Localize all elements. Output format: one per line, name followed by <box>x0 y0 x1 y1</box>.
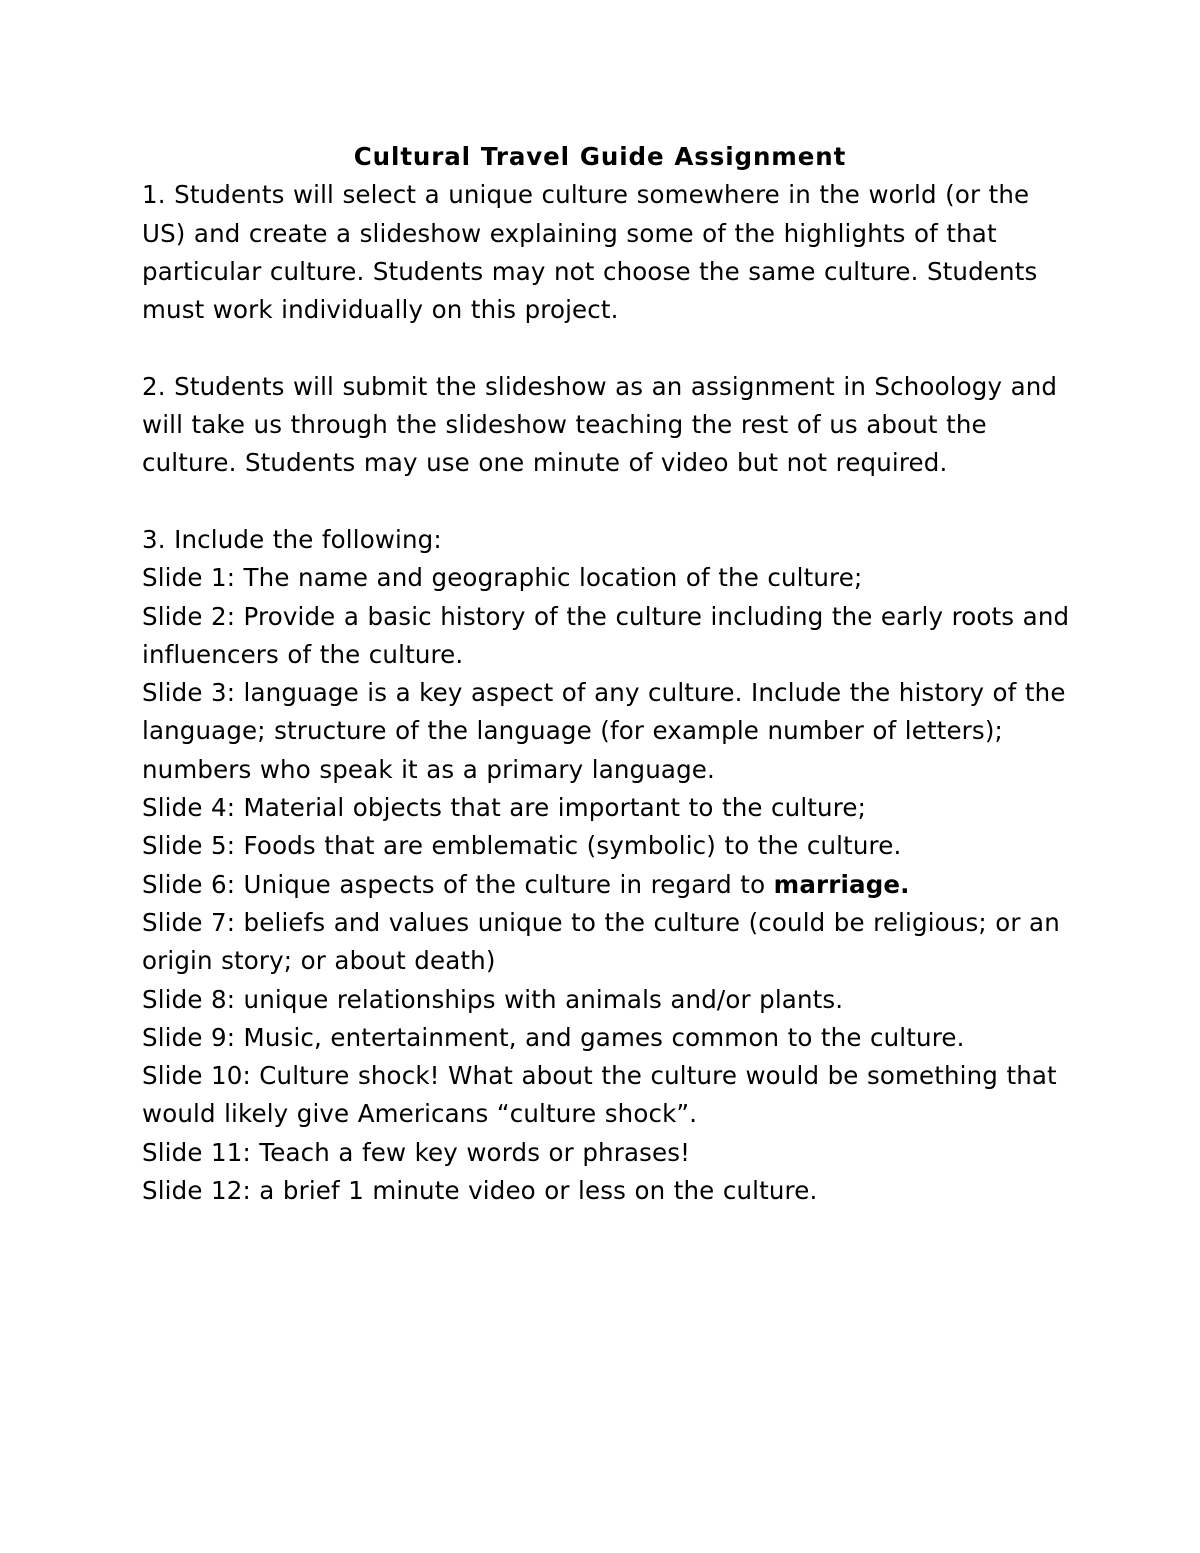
paragraph-1: 1. Students will select a unique culture somewhere in the world (or the US) and create a slideshow explaining some of the highlights of that particular culture. Students may not choose the same culture. Students must work individually on this project. <box>142 180 1038 325</box>
document-page <box>142 138 1072 1210</box>
slide-item-12: Slide 12: a brief 1 minute video or less on the culture. <box>142 1176 818 1206</box>
slide-item-4: Slide 4: Material objects that are important to the culture; <box>142 793 867 823</box>
slide-item-10: Slide 10: Culture shock! What about the culture would be something that would likely give Americans “culture shock”. <box>142 1061 1057 1129</box>
paragraph-2: 2. Students will submit the slideshow as an assignment in Schoology and will take us through the slideshow teaching the rest of us about the culture. Students may use one minute of video but not required. <box>142 371 1058 478</box>
slide-item-6-text: Slide 6: Unique aspects of the culture in regard to <box>142 869 774 899</box>
blank-line <box>142 329 1072 367</box>
slide-item-6 <box>142 866 1072 904</box>
slide-item-5: Slide 5: Foods that are emblematic (symbolic) to the culture. <box>142 831 902 861</box>
blank-line <box>142 483 1072 521</box>
slide-item-6-bold: marriage. <box>773 869 910 899</box>
slide-item-1: Slide 1: The name and geographic location of the culture; <box>142 563 863 593</box>
include-heading: 3. Include the following: <box>142 524 442 554</box>
document-title: Cultural Travel Guide Assignment <box>353 142 847 171</box>
slide-item-9: Slide 9: Music, entertainment, and games common to the culture. <box>142 1022 965 1052</box>
slide-item-2: Slide 2: Provide a basic history of the culture including the early roots and influencers of the culture. <box>142 601 1070 669</box>
slide-item-7: Slide 7: beliefs and values unique to the culture (could be religious; or an origin story; or about death) <box>142 907 1060 976</box>
slide-item-8: Slide 8: unique relationships with animals and/or plants. <box>142 984 844 1014</box>
slide-item-11: Slide 11: Teach a few key words or phrases! <box>142 1137 691 1167</box>
slide-item-3: Slide 3: language is a key aspect of any culture. Include the history of the language; structure of the language (for example number of letters); numbers who speak it as a primary language. <box>142 678 1066 784</box>
